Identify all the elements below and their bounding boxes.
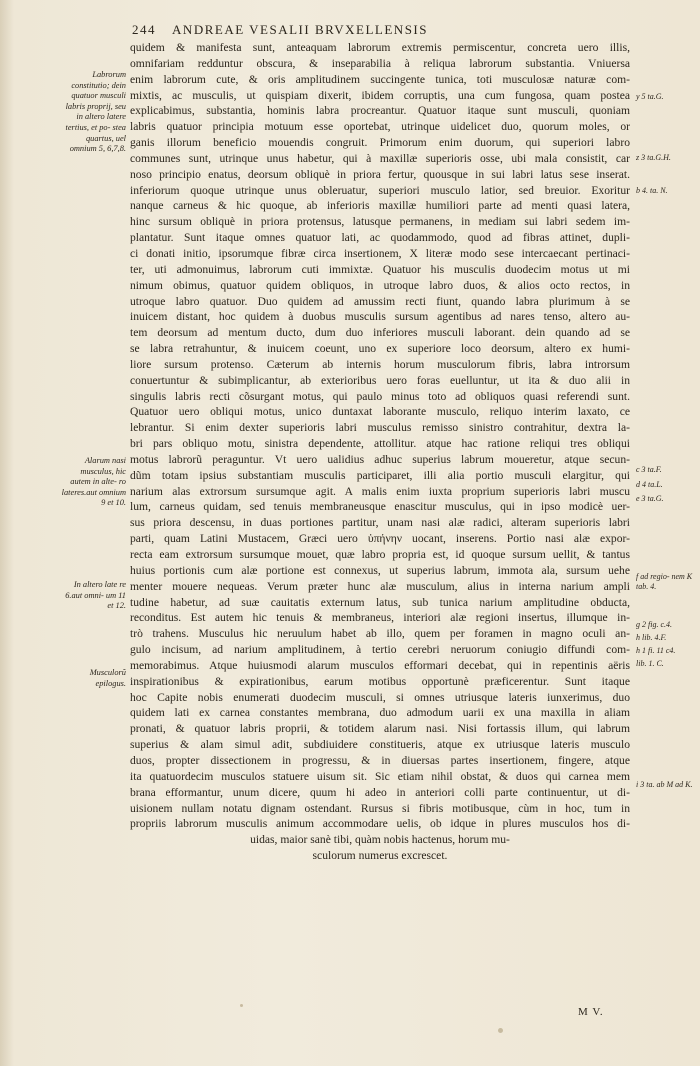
paper-stain <box>240 1004 243 1007</box>
margin-note-right: c 3 ta.F. <box>636 465 662 474</box>
text-line: se labra retrahuntur, & inuicem coeunt, uno ex superiore loco deorsum, altero ex humi- <box>130 342 630 356</box>
margin-note-left: In altero late re 6.aut omni- um 11 et 12. <box>65 580 126 611</box>
text-line: huius portionis cum alæ portione est connexus, ut superius labrum, immota ala, sursum uehe <box>130 563 630 577</box>
running-title: ANDREAE VESALII BRVXELLENSIS <box>172 22 428 37</box>
text-line: ter, uti admonuimus, labrorum cuti immixtæ. Quatuor his musculis duodecim motus ut mi <box>130 262 630 276</box>
text-line: noso principio enatus, deorsum obliquè in priora fertur, quousque in sui labri latus sese inserat. <box>130 167 630 181</box>
margin-note-right: y 5 ta.G. <box>636 92 664 101</box>
text-line: parti, quam Latini Mustacem, Græci uero ὑπήνην uocant, inserens. Portio nasi alæ expor- <box>130 532 630 546</box>
margin-note-left: Alarum nasi musculus, hic autem in alte- ro lateres.aut omnium 9 et 10. <box>61 456 126 508</box>
text-line: labris quatuor principia motuum esse oportebat, utrinque uidelicet duo, quorum moles, or <box>130 120 630 134</box>
text-line: motus labrorũ peraguntur. Vt uero ualidius adhuc superius labrum moueretur, atque secun- <box>130 452 630 466</box>
text-line: nanque carneus & hic quoque, ab inferioris maxillæ humiliori parte ad menti quasi latera, <box>130 199 630 213</box>
text-line: menter mouere nequeas. Verum præter hunc alæ musculum, alius in interna narium ampli <box>130 579 630 593</box>
text-line: liore sursum protenso. Cæterum ab internis horum musculorum fibris, labra introrsum <box>130 357 630 371</box>
text-line: ita quatuordecim musculos statuere uisum sit. Sic etiam nihil obstat, & duos qui carnea mem <box>130 769 630 783</box>
text-line: explicabimus, substantia, hominis labra procreantur. Quatuor itaque sunt musculi, quoniam <box>130 104 630 118</box>
text-line: inuicem distant, hoc quidem à duobus musculis sursum agentibus ad nares tenso, altero au- <box>130 310 630 324</box>
text-line: uisionem nullam notatu dignam ostendant. Rursus si fibris motibusque, cùm in hoc, tum in <box>130 801 630 815</box>
margin-note-left: Musculorũ epilogus. <box>89 668 126 688</box>
text-line: sus priora descensu, in duas portiones partitur, unam nasi alæ radici, alteram superioris labri <box>130 516 630 530</box>
margin-note-right: z 3 ta.G.H. <box>636 153 671 162</box>
text-line: lum, carneus quidam, sed tenuis membraneusque enascitur musculus, qui in ipso modicè uer- <box>130 500 630 514</box>
page-number: 244 <box>132 22 156 37</box>
text-line: brana efformantur, unum dicere, quum hi adeo in anteriori colli parte continuentur, ut di- <box>130 785 630 799</box>
text-line: quidem & manifesta sunt, anteaquam labrorum extremis permiscentur, concreta uero illis, <box>130 41 630 54</box>
text-line: duos, propter dissectionem in progressu, & in diuersas partes insertionem, fingere, atque <box>130 753 630 767</box>
margin-note-right: h lib. 4.F. <box>636 633 667 642</box>
text-line: dũm totam ipsius substantiam musculis participaret, illi alia portio musculi elargitur, qui <box>130 468 630 482</box>
text-line: Quatuor uero obliqui motus, unico duntaxat laborante musculo, reliquo interim laxato, ce <box>130 405 630 419</box>
text-line: trò trahens. Musculus hic neruulum habet ab illo, quem per foramen in magno oculi an- <box>130 627 630 641</box>
text-line: hoc Capite nobis enumerati duodecim musculi, si omnes utriusque lateris iunxerimus, duo <box>130 690 630 704</box>
text-line: uidas, maior sanè tibi, quàm nobis hactenus, horum mu- <box>250 833 510 847</box>
text-line: lebrantur. Si enim dexter superioris labri musculus remisso sinistro contrahitur, dextra la- <box>130 421 630 435</box>
text-line: enim labrorum cute, & oris amplitudinem succingente tunica, toti musculosæ naturæ com- <box>130 72 630 86</box>
signature-mark: M V. <box>578 1006 604 1018</box>
margin-note-right: h 1 fi. 11 c4. <box>636 646 676 655</box>
text-line: gulo incisum, ad narium amplitudinem, à tertio cerebri neruorum coniugio diffundi com- <box>130 643 630 657</box>
text-line: hinc sursum obliquè in priora protensus, latusque permanens, in mediam sui labri sedem im- <box>130 215 630 229</box>
text-line: conuertuntur & subimplicantur, ab exterioribus uero foras euelluntur, ut ita & duo alii in <box>130 373 630 387</box>
text-line: sculorum numerus excrescet. <box>312 849 448 863</box>
margin-note-left: Labrorum constitutio; dein quatuor musculi labris proprij, seu in altero latere tertius, et po- stea quartus, uel omnium 5, 6,7,8. <box>65 70 126 154</box>
margin-note-right: g 2 fig. c.4. <box>636 620 672 629</box>
text-line: ci donati initio, ipsorumque fibræ circa insertionem, X literæ modo sese intercaecant pertinaci- <box>130 246 630 260</box>
text-line: inferiorum quoque utrinque unus obleruatur, superiori musculo latior, sed breuior. Exoritur <box>130 183 630 197</box>
text-line: reconditus. Est autem hic tenuis & membraneus, interiori alæ regioni insertus, illumque in- <box>130 611 630 625</box>
margin-note-right: e 3 ta.G. <box>636 494 664 503</box>
margin-note-right: b 4. ta. N. <box>636 186 668 195</box>
main-text-block <box>130 40 630 864</box>
text-line: memorabimus. Atque huiusmodi alarum musculos efformari decebat, qui in repentinis aëris <box>130 658 630 672</box>
text-line: ganis illorum beneficio mouendis congruit. Primorum enim duorum, qui superiori labro <box>130 136 630 150</box>
text-line: mixtis, ac musculis, ut quispiam dixerit, ibidem corruptis, una cum fungosa, quam postea <box>130 88 630 102</box>
running-header <box>132 22 428 38</box>
text-line: plantatur. Sunt itaque omnes quatuor lati, ac quodammodo, quod ad fibras attinet, dupli- <box>130 231 630 245</box>
text-line: utroque labro quatuor. Duo quidem ad amussim recti fiunt, quando labra plurimum à se <box>130 294 630 308</box>
text-line: singulis labris recti cõsurgant motus, qui paulo minus toto ad obliquos quasi referendi sunt. <box>130 389 630 403</box>
margin-note-right: f ad regio- nem K tab. 4. <box>636 572 693 591</box>
text-line: tem deorsum ad mentum ducto, dum duo inferiores musculi laborant. dein quando ad se <box>130 326 630 340</box>
text-line: bri pars obliquo motu, sinistra dependente, attollitur. atque hac ratione reliqui tres obliqui <box>130 437 630 451</box>
margin-note-right: d 4 ta.L. <box>636 480 663 489</box>
text-line: narium alas extrorsum sursumque agit. A malis enim iuxta proprium superioris labri muscu <box>130 484 630 498</box>
text-line: quidem lati ex carnea constantes membrana, duo admodum uarii ex una maxilla in aliam <box>130 706 630 720</box>
text-line: nimum obimus, quatuor quidem obliquos, in utroque labro duos, & alios octo rectos, in <box>130 278 630 292</box>
text-line: superius & alam simul adit, subdiuidere constitueris, atque ex utriusque lateris musculo <box>130 738 630 752</box>
paper-stain <box>498 1028 503 1033</box>
text-line: omnifariam redduntur obscura, & inseparabilia à reliqua labrorum substantia. Vniuersa <box>130 56 630 70</box>
text-line: inspirationibus & expirationibus, earum motibus opportunè præficerentur. Sunt itaque <box>130 674 630 688</box>
text-line: tudine habetur, ad suæ cauitatis externum latus, sub tunica narium amplitudine obducta, <box>130 595 630 609</box>
margin-note-right: lib. 1. C. <box>636 659 664 668</box>
text-line: propriis labrorum musculis animum accommodare uelis, ob idque in plures musculos hos di- <box>130 817 630 831</box>
margin-note-right: i 3 ta. ab M ad K. <box>636 780 693 789</box>
text-line: communes sunt, utrinque unus habetur, qui à maxillæ superioris osse, ubi mala consistit, car <box>130 151 630 165</box>
text-line: pronati, & quatuor labris proprii, & totidem alarum nasi. Nisi fortassis illum, qui labrum <box>130 722 630 736</box>
text-line: recta eam extrorsum sursumque mouet, quæ labro propria est, id quoque sursum uellit, & tantus <box>130 548 630 561</box>
